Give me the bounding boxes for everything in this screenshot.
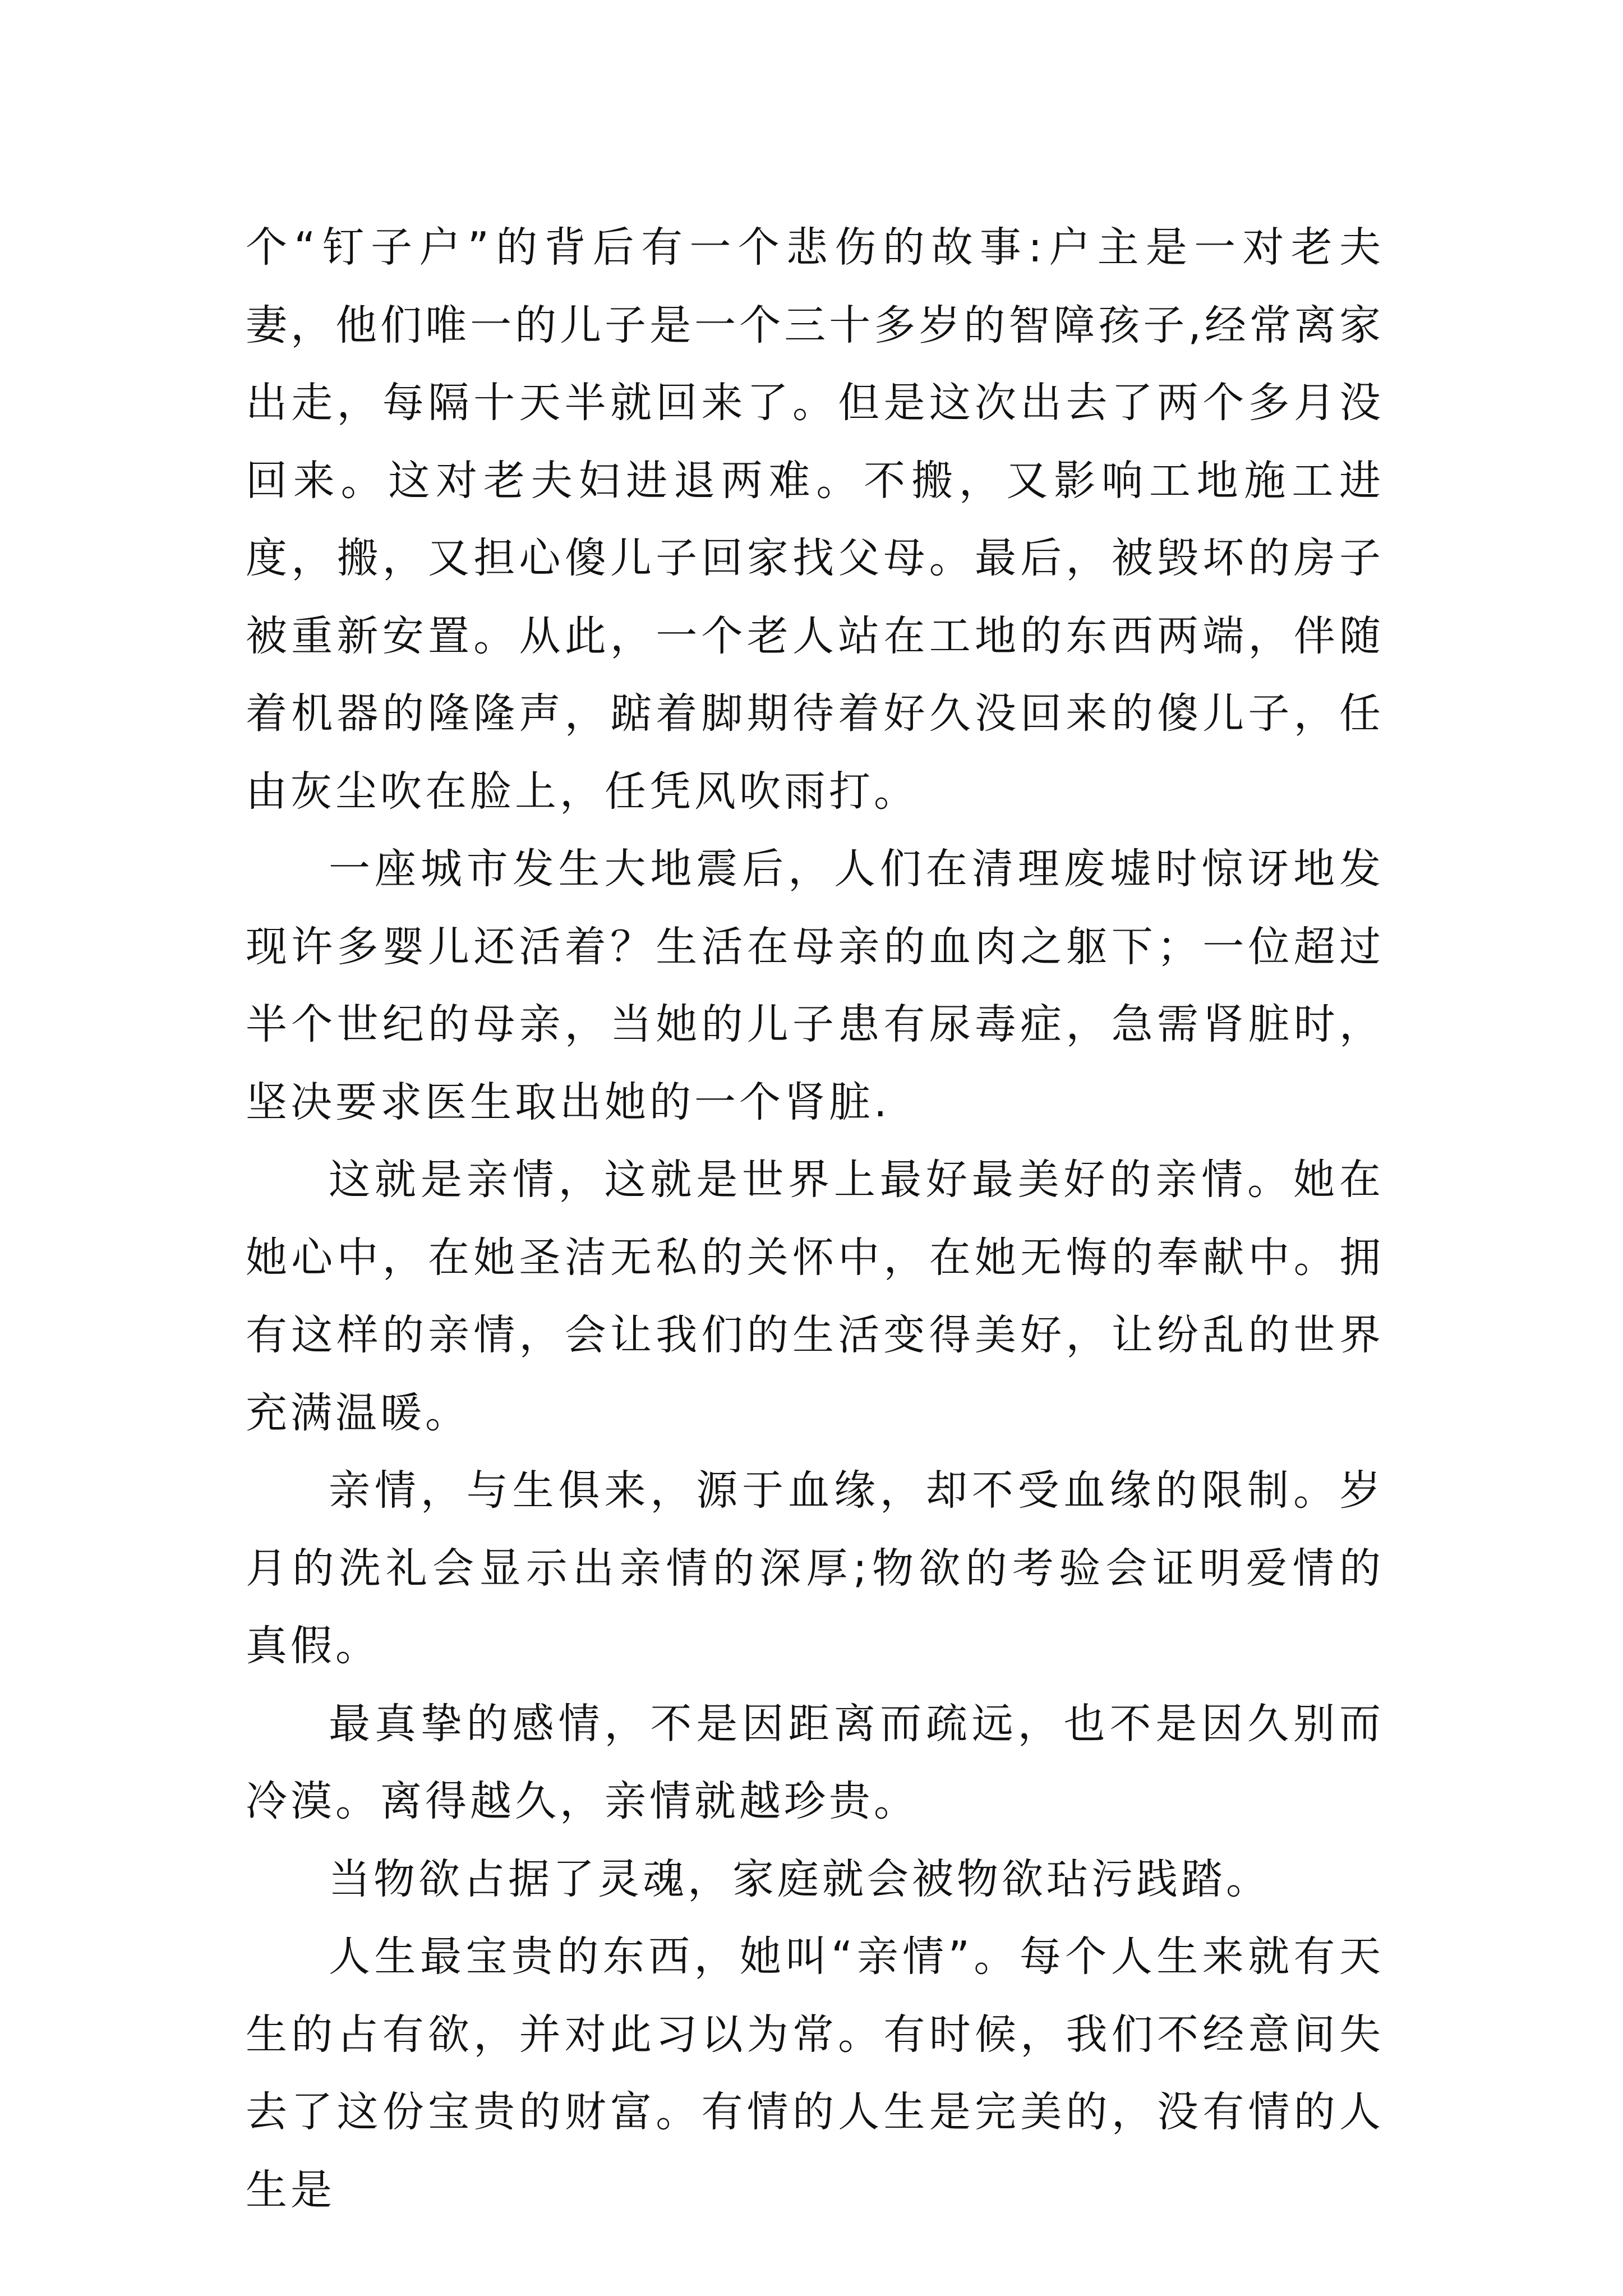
paragraph-6: 当物欲占据了灵魂，家庭就会被物欲玷污践踏。 bbox=[329, 1855, 1271, 1903]
paragraph-1: 个“钉子户”的背后有一个悲伤的故事:户主是一对老夫妻，他们唯一的儿子是一个三十多岁的智障孩子,经常离家出走，每隔十天半就回来了。但是这次出去了两个多月没回来。这对老夫妇进退两难。不搬，又影响工地施工进度，搬，又担心傻儿子回家找父母。最后，被毁坏的房子被重新安置。从此，一个老人站在工地的东西两端，伴随着机器的隆隆声，踮着脚期待着好久没回来的傻儿子，任由灰尘吹在脸上，任凭风吹雨打。 bbox=[246, 223, 1384, 816]
paragraph-5: 最真挚的感情，不是因距离而疏远，也不是因久别而冷漠。离得越久，亲情就越珍贵。 bbox=[246, 1699, 1384, 1825]
paragraph-4: 亲情，与生俱来，源于血缘，却不受血缘的限制。岁月的洗礼会显示出亲情的深厚;物欲的考验会证明爱情的真假。 bbox=[246, 1466, 1384, 1670]
paragraph-2: 一座城市发生大地震后，人们在清理废墟时惊讶地发现许多婴儿还活着？生活在母亲的血肉之躯下；一位超过半个世纪的母亲，当她的儿子患有尿毒症，急需肾脏时，坚决要求医生取出她的一个肾脏. bbox=[246, 845, 1384, 1126]
paragraph-3: 这就是亲情，这就是世界上最好最美好的亲情。她在她心中，在她圣洁无私的关怀中，在她无悔的奉献中。拥有这样的亲情，会让我们的生活变得美好，让纷乱的世界充满温暖。 bbox=[246, 1156, 1384, 1437]
paragraph-7: 人生最宝贵的东西，她叫“亲情”。每个人生来就有天生的占有欲，并对此习以为常。有时候，我们不经意间失去了这份宝贵的财富。有情的人生是完美的，没有情的人生是 bbox=[246, 1932, 1384, 2214]
document-body bbox=[246, 209, 1384, 2229]
